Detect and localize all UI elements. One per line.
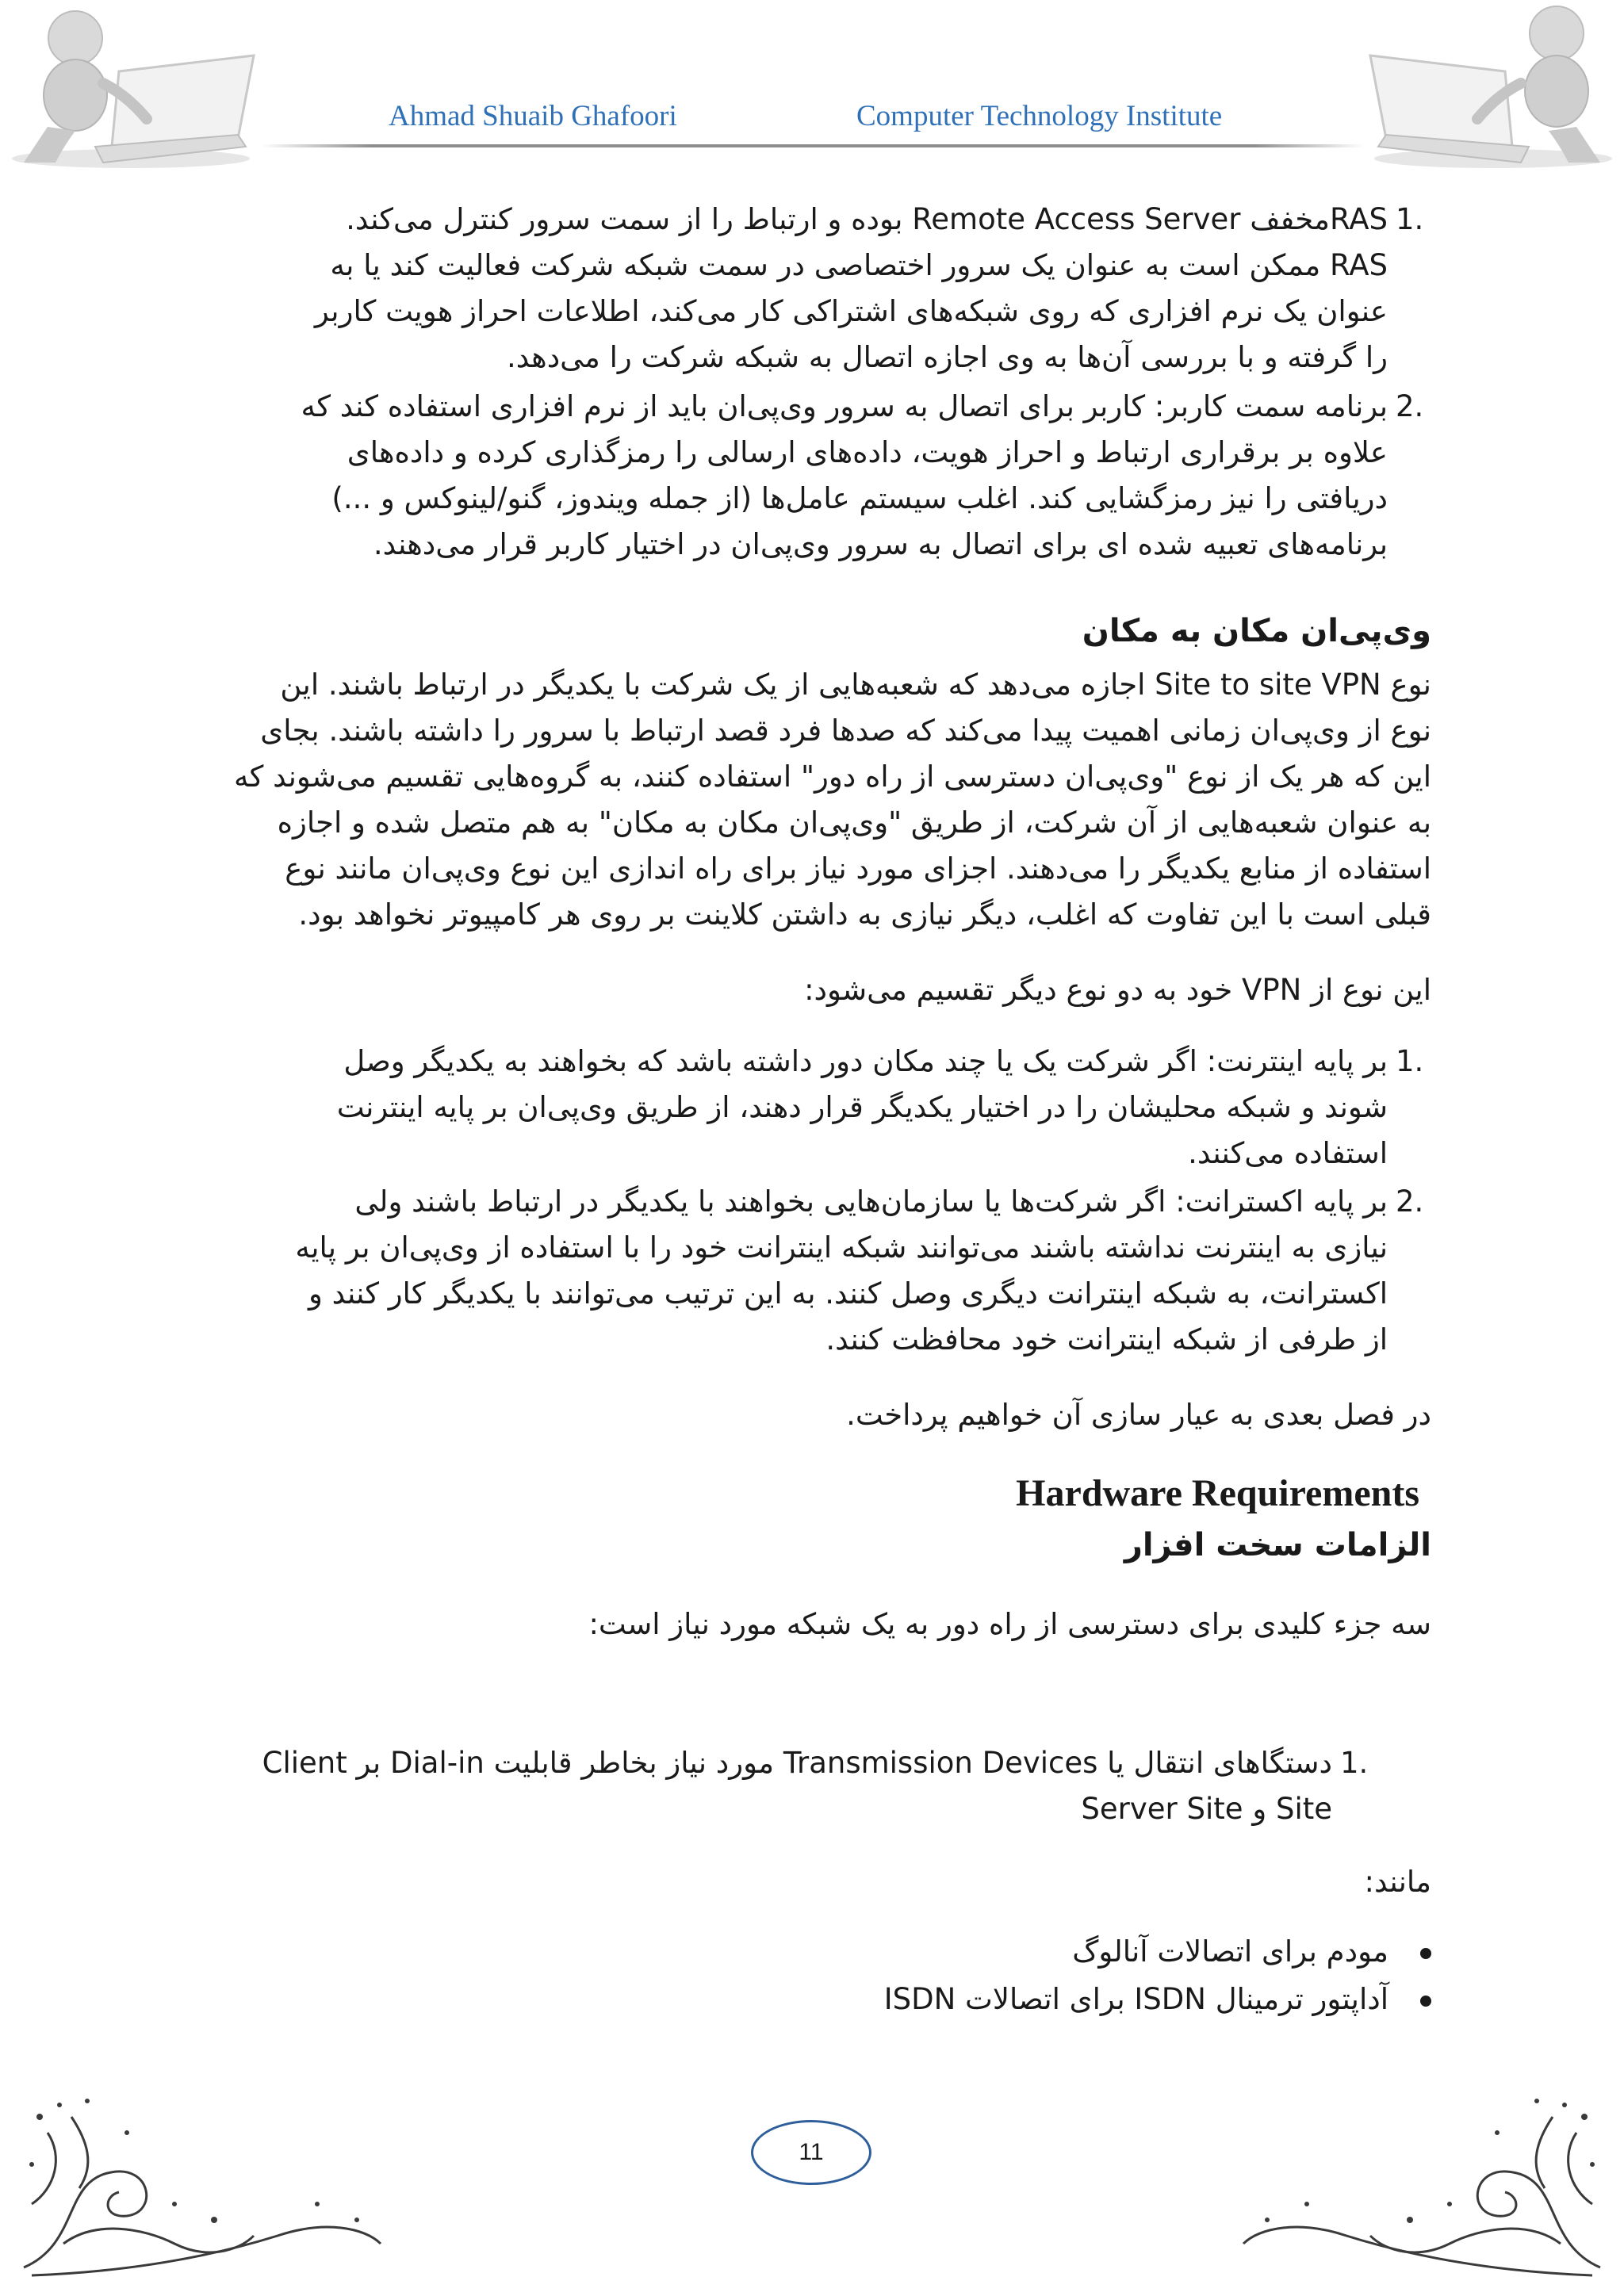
list-line: دریافتی را نیز رمزگشایی کند. اغلب سیستم عامل‌ها (از جمله ویندوز، گنو/لینوکس و ...) <box>331 481 1388 515</box>
header-divider <box>262 144 1364 147</box>
list-number: 2. <box>1396 1184 1424 1219</box>
paragraph-line: این که هر یک از نوع "وی‌پی‌ان دسترسی از راه دور" استفاده کنند، به گروه‌هایی تقسیم می‌شوند که <box>233 760 1431 794</box>
list-item <box>198 1740 1369 1832</box>
list-line: عنوان یک نرم افزاری که روی شبکه‌های اشتراکی کار می‌کند، اطلاعات احراز هویت کاربر <box>314 294 1388 328</box>
list-line: علاوه بر برقراری ارتباط و احراز هویت، داده‌های ارسالی را رمزگذاری کرده و داده‌های <box>347 435 1388 469</box>
bullet-icon <box>1420 1948 1431 1959</box>
list-item <box>182 384 1424 568</box>
bullet-icon <box>1420 1996 1431 2007</box>
bullet-text: آداپتور ترمینال ISDN برای اتصالات ISDN <box>883 1982 1388 2016</box>
paragraph-line: استفاده از منابع یکدیگر را می‌دهند. اجزای مورد نیاز برای راه اندازی این نوع وی‌پی‌ان مانند نوع <box>285 851 1431 886</box>
paragraph-line: به عنوان شعبه‌هایی از آن شرکت، از طریق "وی‌پی‌ان مکان به مکان" به هم متصل شده و اجازه <box>277 806 1431 840</box>
list-line: بر پایه اینترنت: اگر شرکت یک یا چند مکان دور داشته باشد که بخواهند به یکدیگر وصل <box>343 1044 1388 1078</box>
list-item <box>182 1039 1424 1177</box>
list-line: برنامه‌های تعبیه شده ای برای اتصال به سرور وی‌پی‌ان در اختیار کاربر قرار می‌دهند. <box>373 527 1388 561</box>
split-sentence: این نوع از VPN خود به دو نوع دیگر تقسیم می‌شود: <box>804 973 1431 1007</box>
figure-with-laptop-left-icon <box>0 0 262 170</box>
list-number: 1. <box>1396 1044 1424 1078</box>
list-number: 1. <box>1396 202 1424 236</box>
bullet-text: مودم برای اتصالات آنالوگ <box>1072 1934 1388 1969</box>
hardware-title-english: Hardware Requirements <box>1016 1472 1419 1514</box>
list-line: دستگاهای انتقال یا Transmission Devices مورد نیاز بخاطر قابلیت Dial-in بر Client <box>262 1746 1332 1780</box>
site-to-site-paragraph <box>222 662 1431 938</box>
list-number: 1. <box>1340 1746 1369 1780</box>
list-line: بر پایه اکسترانت: اگر شرکت‌ها یا سازمان‌هایی بخواهند با یکدیگر در ارتباط باشند ولی <box>354 1184 1388 1219</box>
list-line: RAS ممکن است به عنوان یک سرور اختصاصی در سمت شبکه شرکت فعالیت کند یا به <box>330 248 1388 282</box>
header-institute-name: Computer Technology Institute <box>856 100 1223 132</box>
list-line: اکسترانت، به شبکه اینترانت دیگری وصل کنند. به این ترتیب می‌توانند با یکدیگر کار کنند و <box>308 1276 1388 1311</box>
list-line: Site و Server Site <box>1081 1792 1332 1826</box>
bullet-item <box>884 1982 1431 2016</box>
hardware-intro: سه جزء کلیدی برای دسترسی از راه دور به یک شبکه مورد نیاز است: <box>588 1607 1431 1641</box>
list-item <box>182 1179 1424 1363</box>
next-chapter-sentence: در فصل بعدی به عیار سازی آن خواهیم پرداخت. <box>846 1398 1431 1432</box>
list-number: 2. <box>1396 389 1424 423</box>
paragraph-line: نوع از وی‌پی‌ان زمانی اهمیت پیدا می‌کند که صدها فرد قصد ارتباط با سرور را داشته باشند. بجای <box>260 714 1431 748</box>
figure-with-laptop-right-icon <box>1362 0 1624 170</box>
list-item <box>182 197 1424 381</box>
list-line: RASمخفف Remote Access Server بوده و ارتباط را از سمت سرور کنترل می‌کند. <box>346 202 1388 236</box>
hardware-title-persian: الزامات سخت افزار <box>1124 1527 1431 1563</box>
section-heading: وی‌پی‌ان مکان به مکان <box>1082 613 1431 649</box>
list-line: نیازی به اینترنت نداشته باشند می‌توانند شبکه اینترانت خود را با استفاده از وی‌پی‌ان بر پایه <box>295 1230 1388 1265</box>
decorative-swirl-right-icon <box>1228 2085 1608 2283</box>
such-as-label: مانند: <box>1364 1865 1431 1899</box>
list-line: استفاده می‌کنند. <box>1188 1136 1388 1170</box>
paragraph-line: نوع Site to site VPN اجازه می‌دهد که شعبه‌هایی از یک شرکت با یکدیگر در ارتباط باشند. این <box>280 668 1431 702</box>
list-line: از طرفی از شبکه اینترانت خود محافظت کنند. <box>825 1322 1388 1357</box>
page-header <box>0 0 1624 170</box>
page-number: 11 <box>799 2139 824 2165</box>
list-line: را گرفته و با بررسی آن‌ها به وی اجازه اتصال به شبکه شرکت را می‌دهد. <box>507 340 1388 374</box>
header-author-name: Ahmad Shuaib Ghafoori <box>389 100 677 132</box>
paragraph-line: قبلی است با این تفاوت که اغلب، دیگر نیازی به داشتن کلاینت بر روی هر کامپیوتر نخواهد بود. <box>298 897 1431 932</box>
list-line: برنامه سمت کاربر: کاربر برای اتصال به سرور وی‌پی‌ان باید از نرم افزاری استفاده کند که <box>301 389 1388 423</box>
list-line: شوند و شبکه محلیشان را در اختیار یکدیگر قرار دهند، از طریق وی‌پی‌ان بر پایه اینترنت <box>336 1090 1388 1124</box>
bullet-item <box>1072 1934 1431 1969</box>
decorative-swirl-left-icon <box>16 2085 396 2283</box>
